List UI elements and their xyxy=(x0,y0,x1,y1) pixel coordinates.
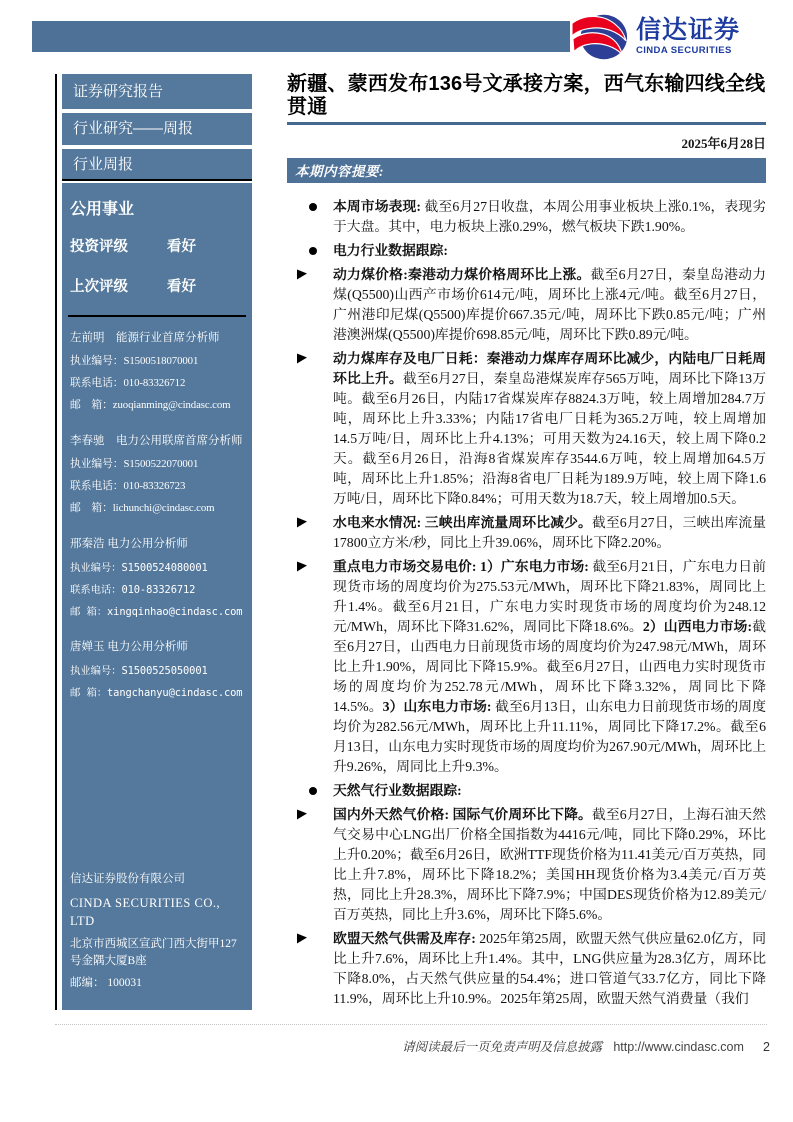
rating-row xyxy=(70,275,246,296)
summary-item xyxy=(287,805,766,925)
item-text-bold: 电力行业数据跟踪: xyxy=(333,243,448,258)
item-text-bold: 本周市场表现: xyxy=(333,199,425,214)
title-underline xyxy=(287,122,766,125)
summary-item xyxy=(287,265,766,345)
summary-item xyxy=(287,929,766,1009)
analyst-name: 李春驰 电力公用联席首席分析师 xyxy=(70,435,243,447)
analyst-name: 邢秦浩 电力公用分析师 xyxy=(70,538,188,550)
item-text xyxy=(333,241,766,261)
rating-rows xyxy=(70,235,246,296)
footer-url-link[interactable]: http://www.cindasc.com xyxy=(613,1040,744,1054)
report-title: 新疆、蒙西发布136号文承接方案，西气东输四线全线贯通 xyxy=(287,73,766,118)
logo-en-text: CINDA SECURITIES xyxy=(636,45,732,57)
logo-cn-text: 信达证券 xyxy=(636,16,741,45)
company-line: 信达证券股份有限公司 xyxy=(70,873,185,886)
analyst-block xyxy=(70,638,246,699)
item-text-bold: 重点电力市场交易电价: 1）广东电力市场: xyxy=(333,559,593,574)
bullet-marker-icon xyxy=(287,781,333,801)
company-logo xyxy=(571,11,740,63)
item-text-bold: 天然气行业数据跟踪: xyxy=(333,783,462,798)
analyst-block xyxy=(70,535,246,618)
summary-item xyxy=(287,197,766,237)
analyst-block xyxy=(70,329,246,412)
item-text-normal: 截至6月13日，山东电力日前现货市场的周度均价为282.56元/MWh，周环比上升11.11%，周同比下降17.2%。截至6月13日，山东电力实时现货市场的周度均价为267.90元/MWh，周环比上升9.26%，周同比上升9.3%。 xyxy=(333,699,766,774)
rating-label: 投资评级 xyxy=(70,239,128,255)
item-text-normal: 截至6月27日，秦皇岛港动力煤(Q5500)山西产市场价614元/吨，周环比上涨4元/吨。截至6月27日，广州港印尼煤(Q5500)库提价667.35元/吨，周环比下跌0.85元/吨；广州港澳洲煤(Q5500)库提价698.85元/吨，周环比下跌0.89元/吨。 xyxy=(333,267,766,342)
footer-disclaimer: 请阅读最后一页免责声明及信息披露 xyxy=(402,1040,603,1054)
rating-value: 看好 xyxy=(167,279,196,295)
arrow-marker-icon xyxy=(287,929,333,1009)
item-text-normal: 截至6月27日，上海石油天然气交易中心LNG出厂价格全国指数为4416元/吨，同比下降0.29%，环比上升0.20%；截至6月26日，欧洲TTF现货价格为11.41美元/百万英热，同比上升7.8%，周环比下降18.2%；美国HH现货价格为3.4美元/百万英热，同比上升28.3%，周环比下降7.9%；中国DES现货价格为12.89美元/百万英热，同比上升3.6%，周环比下降5.6%。 xyxy=(333,807,767,922)
arrow-marker-icon xyxy=(287,349,333,509)
arrow-marker-icon xyxy=(287,513,333,553)
page-number: 2 xyxy=(763,1040,770,1054)
item-text-normal: 截至6月27日收盘，本周公用事业板块上涨0.1%，表现劣于大盘。其中，电力板块上涨0.29%，燃气板块下跌1.90%。 xyxy=(333,199,766,234)
item-text xyxy=(333,929,766,1009)
item-text-bold: 2）山西电力市场: xyxy=(642,619,753,634)
summary-item xyxy=(287,557,766,777)
summary-list xyxy=(287,197,766,1009)
company-line: 邮编： 100031 xyxy=(70,977,142,990)
item-text-normal: 2025年第25周，欧盟天然气供应量62.0亿方，同比上升7.6%，周环比上升1.4%。其中，LNG供应量为28.3亿方，周环比下降8.0%，占天然气供应量的54.4%；进口管道气33.7亿方，同比下降11.9%，周环比上升10.9%。2025年第25周，欧盟天然气消费量（我们 xyxy=(333,931,766,1006)
main-column xyxy=(287,73,766,1013)
top-banner-bar xyxy=(32,21,570,52)
item-text xyxy=(333,781,766,801)
item-text xyxy=(333,265,766,345)
item-text-bold: 3）山东电力市场: xyxy=(382,699,496,714)
item-text-bold: 动力煤价格:秦港动力煤价格周环比上涨。 xyxy=(333,267,591,282)
item-text xyxy=(333,513,766,553)
summary-item xyxy=(287,513,766,553)
summary-item xyxy=(287,241,766,261)
arrow-marker-icon xyxy=(287,265,333,345)
item-text-normal: 截至6月27日，秦皇岛港煤炭库存565万吨，周环比下降13万吨。截至6月26日，内陆17省煤炭库存8824.3万吨，较上周增加284.7万吨，周环比上升3.33%；内陆17省电厂日耗为365.2万吨，较上周增加14.5万吨/日，周环比上升4.13%；可用天数为24.16天，较上周下降0.2天。截至6月26日，沿海8省煤炭库存3544.6万吨，较上周增加64.5万吨，周环比上升1.85%；沿海8省电厂日耗为189.9万吨，较上周下降1.6万吨/日，周环比下降0.84%；可用天数为18.7天，较上周增加0.5天。 xyxy=(333,371,767,506)
report-tags xyxy=(62,74,252,181)
analyst-detail-line: 执业编号：S1500518070001 xyxy=(70,355,199,367)
analyst-detail-line: 邮 箱：lichunchi@cindasc.com xyxy=(70,502,215,514)
cinda-globe-swoosh-icon xyxy=(571,11,629,63)
item-text-bold: 动力煤库存及电厂日耗：秦港动力煤库存周环比减少，内陆电厂日耗周环比上升。 xyxy=(333,351,766,386)
bullet-marker-icon xyxy=(287,241,333,261)
report-tag: 行业周报 xyxy=(62,149,252,181)
summary-item xyxy=(287,781,766,801)
industry-name: 公用事业 xyxy=(70,201,135,218)
company-block xyxy=(70,871,246,998)
rating-label: 上次评级 xyxy=(70,279,128,295)
analyst-name: 唐婵玉 电力公用分析师 xyxy=(70,641,188,653)
analyst-block xyxy=(70,432,246,515)
rating-row xyxy=(70,235,246,256)
analyst-detail-line: 邮 箱：tangchanyu@cindasc.com xyxy=(70,687,243,699)
item-text xyxy=(333,805,766,925)
item-text-bold: 国内外天然气价格: 国际气价周环比下降。 xyxy=(333,807,592,822)
arrow-marker-icon xyxy=(287,557,333,777)
summary-item xyxy=(287,349,766,509)
item-text xyxy=(333,197,766,237)
analyst-detail-line: 联系电话：010-83326712 xyxy=(70,377,186,389)
arrow-marker-icon xyxy=(287,805,333,925)
sidebar-divider xyxy=(68,315,246,317)
item-text-normal: 截至6月21日，广东电力日前现货市场的周度均价为275.53元/MWh，周环比下降21.83%，周同比上升1.4%。截至6月21日，广东电力实时现货市场的周度均价为248.12元/MWh，周环比下降31.62%，周同比下降18.6%。 xyxy=(333,559,766,634)
analyst-detail-line: 联系电话：010-83326712 xyxy=(70,584,196,596)
analyst-detail-line: 邮 箱：xingqinhao@cindasc.com xyxy=(70,606,243,618)
company-line: CINDA SECURITIES CO., LTD xyxy=(70,895,221,928)
report-tag: 行业研究——周报 xyxy=(62,113,252,145)
report-date: 2025年6月28日 xyxy=(681,136,766,151)
bullet-marker-icon xyxy=(287,197,333,237)
item-text-normal: 截至6月27日，山西电力日前现货市场的周度均价为247.98元/MWh，周环比上升1.90%，周同比下降15.9%。截至6月27日，山西电力实时现货市场的周度均价为252.78元/MWh，周环比下降3.32%，周同比下降14.5%。 xyxy=(333,619,766,714)
analyst-list xyxy=(70,329,246,699)
item-text-bold: 水电来水情况: 三峡出库流量周环比减少。 xyxy=(333,515,592,530)
report-tag: 证券研究报告 xyxy=(62,74,252,109)
sidebar-left-rule xyxy=(55,74,57,1010)
rating-value: 看好 xyxy=(167,239,196,255)
summary-bar: 本期内容提要: xyxy=(287,158,766,183)
footer-rule xyxy=(55,1024,767,1025)
item-text xyxy=(333,557,766,777)
sidebar-panel xyxy=(62,183,252,1010)
analyst-detail-line: 邮 箱：zuoqianming@cindasc.com xyxy=(70,399,231,411)
item-text xyxy=(333,349,766,509)
item-text-bold: 欧盟天然气供需及库存: xyxy=(333,931,480,946)
analyst-detail-line: 执业编号：S1500525050001 xyxy=(70,665,208,677)
item-text-normal: 截至6月27日，三峡出库流量17800立方米/秒，同比上升39.06%，周环比下降2.20%。 xyxy=(333,515,767,550)
company-line: 北京市西城区宣武门西大街甲127号金隅大厦B座 xyxy=(70,937,237,967)
analyst-detail-line: 执业编号：S1500522070001 xyxy=(70,458,199,470)
page-footer xyxy=(402,1037,770,1055)
analyst-detail-line: 执业编号：S1500524080001 xyxy=(70,562,208,574)
analyst-detail-line: 联系电话：010-83326723 xyxy=(70,480,186,492)
analyst-name: 左前明 能源行业首席分析师 xyxy=(70,332,220,344)
